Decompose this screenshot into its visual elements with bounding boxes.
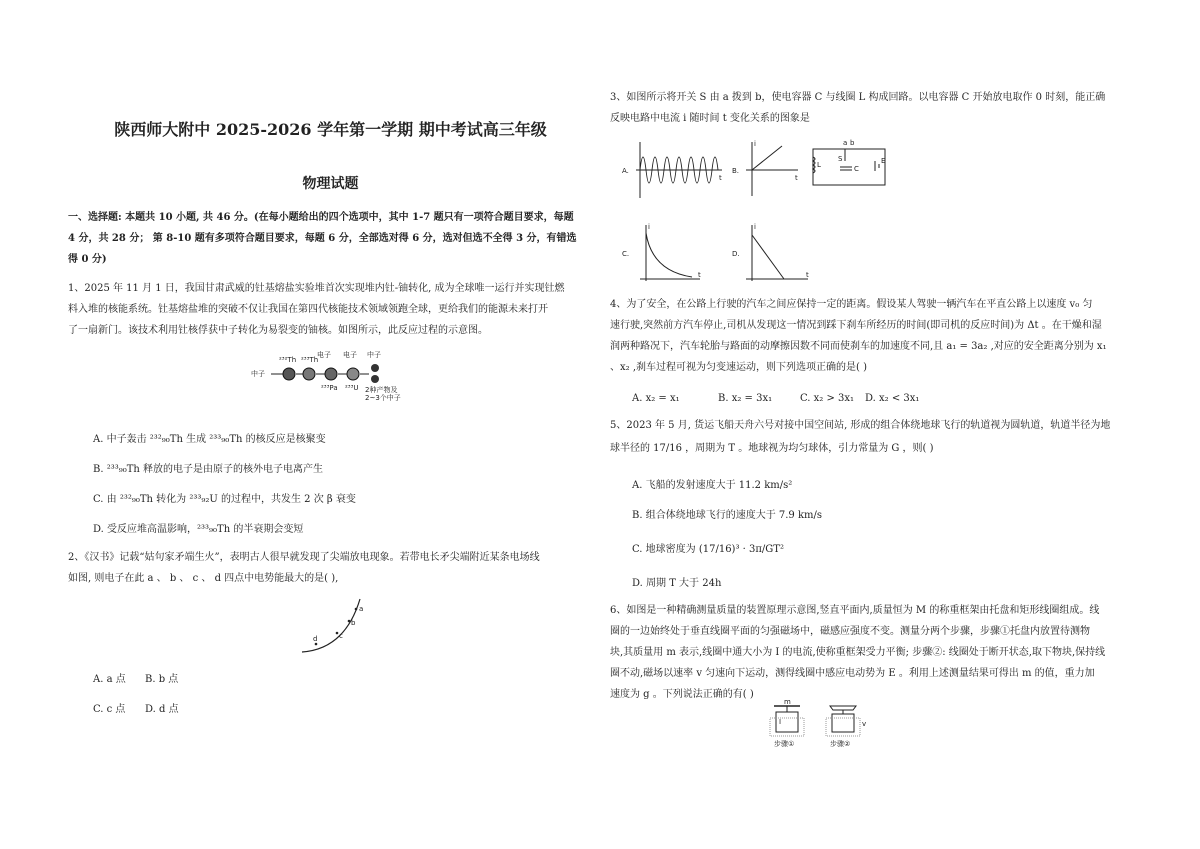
q3-stem-line: 反映电路中电流 i 随时间 t 变化关系的图象是 (610, 113, 810, 124)
svg-text:v: v (862, 720, 867, 728)
svg-text:i: i (754, 140, 756, 148)
q5-option-b[interactable]: B. 组合体绕地球飞行的速度大于 7.9 km/s (632, 510, 823, 521)
q3-graph-b (732, 140, 802, 200)
q5-stem-line: 球半径的 17/16 ，周期为 T 。地球视为均匀球体，引力常量为 G ，则( ) (610, 443, 934, 454)
svg-text:i: i (754, 223, 756, 231)
q6-stem-line: 6、如图是一种精确测量质量的装置原理示意图,竖直平面内,质量恒为 M 的称重框架由托盘和矩形线圈组成。线 (610, 605, 1100, 616)
q1-option-d[interactable]: D. 受反应堆高温影响，²³³₉₀Th 的半衰期会变短 (93, 524, 304, 535)
page-subtitle: 物理试题 (302, 176, 359, 192)
q3-label-L: L (817, 161, 821, 169)
q1-label-neutron-2: 中子 (367, 351, 381, 359)
q3-label-b: B. (732, 167, 740, 175)
q2-stem-line: 如图, 则电子在此 a 、 b 、 c 、 d 四点中电势能最大的是( ), (68, 573, 339, 584)
q5-option-a[interactable]: A. 飞船的发射速度大于 11.2 km/s² (632, 480, 793, 491)
svg-text:t: t (806, 271, 809, 279)
q4-option-a[interactable]: A. x₂ = x₁ (632, 393, 680, 404)
q1-label-products-2: 2~3个中子 (365, 394, 401, 402)
q4-stem-line: 4、为了安全，在公路上行驶的汽车之间应保持一定的距离。假设某人驾驶一辆汽车在平直公路上以速度 v₀ 匀 (610, 299, 1093, 310)
q6-stem-line: 速度为 g 。下列说法正确的有( ) (610, 689, 754, 700)
q2-option-c[interactable]: C. c 点 (93, 704, 126, 715)
q6-stem-line: 圈的一边始终处于垂直线圈平面的匀强磁场中，磁感应强度不变。测量分两个步骤，步骤①托盘内放置待测物 (610, 626, 1090, 637)
q5-option-c[interactable]: C. 地球密度为 (17/16)³ · 3π/GT² (632, 544, 784, 555)
q3-label-c: C. (622, 250, 630, 258)
q5-stem-line: 5、2023 年 5 月, 货运飞船天舟六号对接中国空间站, 形成的组合体绕地球飞行的轨道视为圆轨道，轨道半径为地 (610, 420, 1111, 431)
q1-label-electron-1: 电子 (317, 351, 331, 359)
q1-stem-line: 料入堆的核能系统。钍基熔盐堆的突破不仅让我国在第四代核能技术领域领跑全球，更给我们的能源未来打开 (68, 304, 548, 315)
q2-point-d: d (313, 635, 318, 643)
q2-option-a[interactable]: A. a 点 (93, 674, 126, 685)
q1-label-u233: ²³³U (345, 384, 359, 392)
q4-stem-line: 速行驶,突然前方汽车停止,司机从发现这一情况到踩下刹车所经历的时间(即司机的反应时间)为 Δt 。在干燥和湿 (610, 320, 1102, 331)
q3-circuit-diagram (805, 141, 890, 191)
q2-option-d[interactable]: D. d 点 (145, 704, 179, 715)
q1-stem-line: 1、2025 年 11 月 1 日，我国甘肃武威的钍基熔盐实验堆首次实现堆内钍-铀转化, 成为全球唯一运行并实现钍燃 (68, 283, 565, 294)
q1-option-b[interactable]: B. ²³³₉₀Th 释放的电子是由原子的核外电子电离产生 (93, 464, 324, 475)
q1-label-pa233: ²³³Pa (321, 384, 338, 392)
svg-text:m: m (784, 698, 791, 706)
q3-stem-line: 3、如图所示将开关 S 由 a 拨到 b，使电容器 C 与线圈 L 构成回路。以电容器 C 开始放电取作 0 时刻，能正确 (610, 92, 1106, 103)
q3-label-S: S (838, 155, 843, 163)
q1-reaction-diagram (251, 351, 421, 402)
q3-graph-c (622, 223, 702, 283)
q4-option-b[interactable]: B. x₂ = 3x₁ (718, 393, 773, 404)
q2-point-b: b (351, 619, 356, 627)
q3-label-a: A. (622, 167, 629, 175)
q1-label-neutron: 中子 (251, 370, 265, 378)
q3-label-d: D. (732, 250, 740, 258)
q6-balance-diagram (770, 700, 880, 752)
svg-text:t: t (795, 174, 798, 182)
q1-label-products-1: 2种产物及 (365, 386, 398, 394)
q3-label-C: C (854, 165, 859, 173)
q4-option-c[interactable]: C. x₂ > 3x₁ (800, 393, 855, 404)
q6-stem-line: 块,其质量用 m 表示,线圈中通大小为 I 的电流,使称重框架受力平衡; 步骤②: 线圈处于断开状态,取下物块,保持线 (610, 647, 1106, 658)
svg-text:I: I (779, 718, 782, 726)
q3-graph-d (732, 223, 812, 283)
q1-label-th232: ²³²Th (279, 356, 297, 364)
q4-stem-line: 润两种路况下，汽车轮胎与路面的动摩擦因数不同而使刹车的加速度不同,且 a₁ = 3a₂ ,对应的安全距离分别为 x₁ (610, 341, 1107, 352)
q2-point-a: a (359, 605, 364, 613)
page-title: 陕西师大附中 2025-2026 学年第一学期 期中考试高三年级 (114, 120, 547, 139)
svg-text:a: a (843, 139, 848, 147)
q1-stem-line: 了一扇新门。该技术利用钍核俘获中子转化为易裂变的铀核。如图所示，此反应过程的示意图。 (68, 325, 488, 336)
q4-stem-line: 、x₂ ,刹车过程可视为匀变速运动，则下列选项正确的是( ) (610, 362, 867, 373)
svg-text:i: i (648, 223, 650, 231)
q3-label-E: E (881, 157, 886, 165)
q2-field-line-diagram (300, 597, 370, 657)
q1-label-th233: ²³³Th (301, 356, 319, 364)
section1-line: 一、选择题: 本题共 10 小题, 共 46 分。(在每小题给出的四个选项中，其中 1-7 题只有一项符合题目要求，每题 (68, 212, 574, 223)
q2-stem-line: 2、《汉书》记载“姑句家矛端生火”，表明古人很早就发现了尖端放电现象。若带电长矛尖端附近某条电场线 (68, 552, 540, 563)
q2-point-c: c (339, 632, 343, 640)
q3-graph-a (622, 140, 722, 200)
q1-label-electron-2: 电子 (343, 351, 357, 359)
q5-option-d[interactable]: D. 周期 T 大于 24h (632, 578, 722, 589)
section1-line: 得 0 分) (68, 254, 107, 265)
svg-text:t: t (698, 271, 701, 279)
q1-option-a[interactable]: A. 中子轰击 ²³²₉₀Th 生成 ²³³₉₀Th 的核反应是核聚变 (93, 434, 326, 445)
section1-line: 4 分，共 28 分； 第 8-10 题有多项符合题目要求，每题 6 分，全部选对得 6 分，选对但选不全得 3 分，有错选 (68, 233, 577, 244)
q6-step1-label: 步骤① (774, 740, 795, 748)
q2-option-b[interactable]: B. b 点 (145, 674, 179, 685)
q4-option-d[interactable]: D. x₂ < 3x₁ (865, 393, 920, 404)
q6-stem-line: 圈不动,磁场以速率 v 匀速向下运动，测得线圈中感应电动势为 E 。利用上述测量结果可得出 m 的值，重力加 (610, 668, 1095, 679)
svg-text:b: b (850, 139, 855, 147)
svg-text:t: t (719, 174, 722, 182)
q1-option-c[interactable]: C. 由 ²³²₉₀Th 转化为 ²³³₉₂U 的过程中，共发生 2 次 β 衰变 (93, 494, 356, 505)
q6-step2-label: 步骤② (830, 740, 851, 748)
